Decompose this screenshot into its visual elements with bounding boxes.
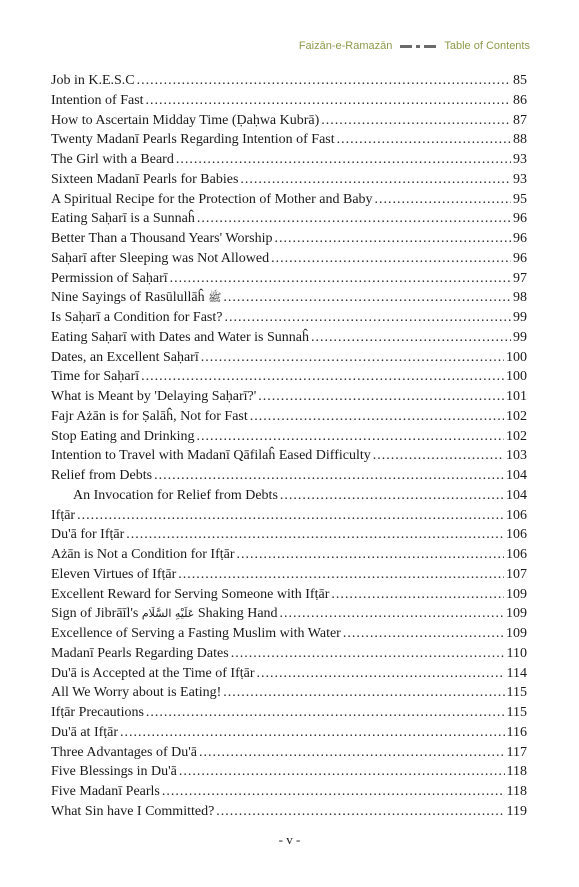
toc-entry[interactable] bbox=[51, 762, 527, 782]
dot-leader bbox=[223, 288, 511, 308]
toc-entry-page: 86 bbox=[513, 92, 527, 108]
toc-entry-page: 103 bbox=[506, 448, 527, 464]
toc-entry-title: Better Than a Thousand Years' Worship bbox=[51, 231, 273, 246]
toc-entry-page: 115 bbox=[506, 685, 527, 701]
dot-leader bbox=[231, 644, 505, 664]
toc-entry-title: Is Saḥarī a Condition for Fast? bbox=[51, 310, 223, 325]
toc-entry[interactable] bbox=[51, 683, 527, 703]
dot-leader bbox=[197, 427, 505, 447]
dot-leader bbox=[373, 446, 504, 466]
dot-leader bbox=[321, 111, 511, 131]
dot-leader bbox=[274, 229, 511, 249]
toc-entry[interactable] bbox=[51, 190, 527, 210]
book-title: Faizān-e-Ramazān bbox=[298, 40, 393, 52]
toc-entry-page: 106 bbox=[506, 507, 527, 523]
dot-leader bbox=[120, 723, 504, 743]
toc-entry-title: Twenty Madanī Pearls Regarding Intention of Fast bbox=[51, 132, 335, 148]
toc-entry-title: Five Blessings in Du'ā bbox=[51, 764, 177, 780]
dot-leader bbox=[375, 190, 511, 210]
toc-entry-title: Fajr Ażān is for Ṣalāĥ, Not for Fast bbox=[51, 408, 248, 424]
toc-entry-page: 104 bbox=[506, 468, 527, 483]
dot-leader bbox=[201, 348, 504, 368]
toc-entry-page: 93 bbox=[513, 152, 527, 167]
toc-entry-page: 96 bbox=[513, 211, 527, 227]
toc-entry-title: Three Advantages of Du'ā bbox=[51, 744, 197, 760]
toc-entry[interactable] bbox=[51, 328, 527, 348]
toc-entry-title: Excellent Reward for Serving Someone with Ifṭār bbox=[51, 586, 330, 602]
toc-entry-page: 96 bbox=[513, 231, 527, 246]
toc-entry[interactable] bbox=[51, 91, 527, 111]
toc-entry-title: Excellence of Serving a Fasting Muslim with Water bbox=[51, 626, 341, 641]
dot-leader bbox=[179, 762, 505, 782]
toc-entry[interactable] bbox=[51, 585, 527, 605]
toc-entry-page: 100 bbox=[506, 349, 527, 365]
toc-entry-page: 115 bbox=[506, 705, 527, 720]
toc-entry-title: An Invocation for Relief from Debts bbox=[73, 487, 278, 503]
dot-leader bbox=[250, 407, 504, 427]
toc-entry-page: 119 bbox=[506, 803, 527, 819]
table-of-contents bbox=[51, 71, 527, 822]
toc-entry-title: What is Meant by 'Delaying Saḥarī?' bbox=[51, 389, 257, 404]
dot-leader bbox=[343, 624, 504, 644]
dot-leader bbox=[146, 703, 505, 723]
dot-leader bbox=[216, 802, 504, 822]
dot-leader bbox=[311, 328, 511, 348]
toc-entry-title: Permission of Saḥarī bbox=[51, 270, 168, 286]
toc-entry-title: Du'ā for Ifṭār bbox=[51, 527, 125, 543]
toc-entry-title: Job in K.E.S.C bbox=[51, 73, 135, 88]
toc-entry[interactable] bbox=[51, 486, 527, 506]
toc-entry-title: Dates, an Excellent Saḥarī bbox=[51, 349, 199, 365]
running-header bbox=[0, 40, 530, 52]
toc-entry-page: 104 bbox=[506, 487, 527, 503]
toc-entry-title: Stop Eating and Drinking bbox=[51, 428, 195, 444]
toc-entry-page: 99 bbox=[513, 310, 527, 325]
dot-leader bbox=[258, 387, 504, 407]
toc-entry[interactable] bbox=[51, 604, 527, 624]
dot-leader bbox=[126, 525, 504, 545]
toc-entry-page: 93 bbox=[513, 171, 527, 187]
toc-entry[interactable] bbox=[51, 624, 527, 644]
arabic-salutation: ﷺ bbox=[208, 291, 222, 305]
toc-entry-page: 87 bbox=[513, 112, 527, 128]
toc-entry-page: 96 bbox=[513, 250, 527, 266]
dot-leader bbox=[137, 71, 511, 91]
toc-entry[interactable] bbox=[51, 664, 527, 684]
toc-entry-title: Du'ā at Ifṭār bbox=[51, 724, 119, 740]
toc-entry-title: A Spiritual Recipe for the Protection of Mother and Baby bbox=[51, 191, 373, 207]
toc-entry[interactable] bbox=[51, 743, 527, 763]
toc-entry[interactable] bbox=[51, 229, 527, 249]
dot-leader bbox=[197, 209, 511, 229]
dot-leader bbox=[77, 506, 504, 526]
dot-leader bbox=[154, 466, 504, 486]
toc-entry-page: 99 bbox=[513, 329, 527, 345]
dot-leader bbox=[280, 604, 504, 624]
toc-entry-page: 109 bbox=[506, 586, 527, 602]
toc-entry[interactable] bbox=[51, 308, 527, 328]
toc-entry-page: 102 bbox=[506, 428, 527, 444]
arabic-salutation: عَلَیْهِ السَّلَام bbox=[141, 607, 195, 621]
toc-entry[interactable] bbox=[51, 506, 527, 526]
toc-entry-page: 114 bbox=[506, 665, 527, 681]
toc-entry-title: Time for Saḥarī bbox=[51, 369, 140, 385]
toc-entry-title: Ifṭār bbox=[51, 507, 76, 523]
toc-entry[interactable] bbox=[51, 130, 527, 150]
toc-entry-title: Nine Sayings of Rasūlullāĥ ﷺ bbox=[51, 290, 222, 306]
toc-entry[interactable] bbox=[51, 348, 527, 368]
toc-entry[interactable] bbox=[51, 367, 527, 387]
toc-entry-title: Ifṭār Precautions bbox=[51, 705, 144, 720]
toc-entry[interactable] bbox=[51, 782, 527, 802]
dot-leader bbox=[199, 743, 505, 763]
toc-entry[interactable] bbox=[51, 150, 527, 170]
dot-leader bbox=[176, 150, 511, 170]
toc-entry[interactable] bbox=[51, 269, 527, 289]
toc-entry[interactable] bbox=[51, 71, 527, 91]
toc-entry-page: 102 bbox=[506, 408, 527, 424]
toc-entry-title: Five Madanī Pearls bbox=[51, 784, 160, 799]
dot-leader bbox=[280, 486, 504, 506]
header-ornament bbox=[400, 45, 436, 48]
dot-leader bbox=[162, 782, 505, 802]
toc-entry-title: Intention of Fast bbox=[51, 92, 144, 108]
toc-entry-title: Eating Saḥarī is a Sunnaĥ bbox=[51, 211, 195, 227]
toc-entry-page: 97 bbox=[513, 270, 527, 286]
toc-entry-page: 118 bbox=[506, 784, 527, 799]
toc-entry-title: How to Ascertain Midday Time (Ḍaḥwa Kubrā) bbox=[51, 112, 320, 128]
toc-entry-page: 118 bbox=[506, 764, 527, 780]
toc-entry-title: Ażān is Not a Condition for Ifṭār bbox=[51, 547, 235, 562]
dot-leader bbox=[146, 91, 511, 111]
toc-entry-page: 88 bbox=[513, 132, 527, 148]
toc-entry-page: 117 bbox=[506, 744, 527, 760]
section-title: Table of Contents bbox=[444, 40, 530, 52]
toc-entry[interactable] bbox=[51, 802, 527, 822]
toc-entry[interactable] bbox=[51, 545, 527, 565]
toc-entry[interactable] bbox=[51, 387, 527, 407]
toc-entry-title: Eleven Virtues of Ifṭār bbox=[51, 566, 177, 582]
toc-entry[interactable] bbox=[51, 111, 527, 131]
toc-entry-page: 98 bbox=[513, 290, 527, 306]
toc-entry[interactable] bbox=[51, 170, 527, 190]
toc-entry-title: All We Worry about is Eating! bbox=[51, 685, 222, 701]
dot-leader bbox=[170, 269, 511, 289]
dot-leader bbox=[141, 367, 504, 387]
toc-entry[interactable] bbox=[51, 565, 527, 585]
dot-leader bbox=[224, 308, 511, 328]
toc-entry[interactable] bbox=[51, 723, 527, 743]
toc-entry-title: Relief from Debts bbox=[51, 468, 153, 483]
toc-entry[interactable] bbox=[51, 427, 527, 447]
dot-leader bbox=[331, 585, 504, 605]
toc-entry-page: 100 bbox=[506, 369, 527, 385]
toc-entry[interactable] bbox=[51, 288, 527, 308]
toc-entry-page: 109 bbox=[506, 626, 527, 641]
toc-entry-title: The Girl with a Beard bbox=[51, 152, 174, 167]
toc-entry[interactable] bbox=[51, 466, 527, 486]
dot-leader bbox=[237, 545, 504, 565]
toc-entry-title: Madanī Pearls Regarding Dates bbox=[51, 645, 229, 661]
toc-entry-title: Sixteen Madanī Pearls for Babies bbox=[51, 171, 239, 187]
toc-entry-page: 106 bbox=[506, 527, 527, 543]
dot-leader bbox=[257, 664, 505, 684]
dot-leader bbox=[178, 565, 504, 585]
toc-entry-page: 116 bbox=[506, 724, 527, 740]
toc-entry[interactable] bbox=[51, 209, 527, 229]
toc-entry-title: Saḥarī after Sleeping was Not Allowed bbox=[51, 250, 270, 266]
toc-entry[interactable] bbox=[51, 644, 527, 664]
toc-entry-title: Du'ā is Accepted at the Time of Ifṭār bbox=[51, 665, 255, 681]
toc-entry-title: What Sin have I Committed? bbox=[51, 803, 215, 819]
toc-entry-page: 85 bbox=[513, 73, 527, 88]
toc-entry[interactable] bbox=[51, 703, 527, 723]
toc-entry[interactable] bbox=[51, 249, 527, 269]
dot-leader bbox=[337, 130, 511, 150]
toc-entry-page: 107 bbox=[506, 566, 527, 582]
toc-entry[interactable] bbox=[51, 525, 527, 545]
toc-entry-page: 106 bbox=[506, 547, 527, 562]
toc-entry-title: Eating Saḥarī with Dates and Water is Sunnaĥ bbox=[51, 329, 309, 345]
dot-leader bbox=[223, 683, 504, 703]
toc-entry[interactable] bbox=[51, 407, 527, 427]
page-number: - v - bbox=[278, 832, 301, 847]
toc-entry-title: Sign of Jibrāīl's عَلَیْهِ السَّلَام Shaking Hand bbox=[51, 606, 278, 622]
dot-leader bbox=[271, 249, 511, 269]
toc-entry[interactable] bbox=[51, 446, 527, 466]
dot-leader bbox=[240, 170, 511, 190]
toc-entry-page: 109 bbox=[506, 606, 527, 622]
toc-entry-page: 110 bbox=[506, 645, 527, 661]
toc-entry-page: 101 bbox=[506, 389, 527, 404]
toc-entry-page: 95 bbox=[513, 191, 527, 207]
toc-entry-title: Intention to Travel with Madanī Qāfilaĥ Eased Difficulty bbox=[51, 448, 371, 464]
